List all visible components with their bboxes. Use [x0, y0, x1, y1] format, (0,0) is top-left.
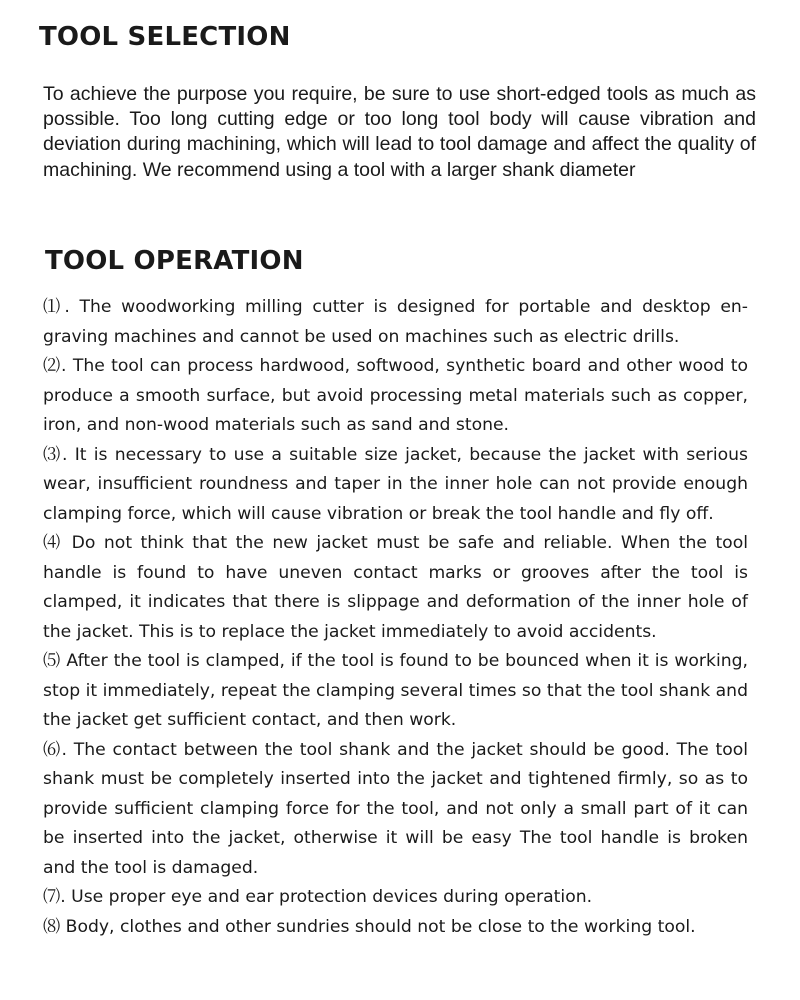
operation-item-7: ⑺. Use proper eye and ear protection devices during operation. [43, 887, 593, 907]
operation-item-5: ⑸ After the tool is clamped, if the tool is found to be bounced when it is working, stop it immediately, repeat the clamping several times so that the tool shank and the jacket get sufficient contact, and then work. [43, 651, 748, 730]
tool-operation-list [43, 293, 748, 942]
tool-operation-title: TOOL OPERATION [45, 246, 304, 276]
operation-item-3: ⑶. It is necessary to use a suitable size jacket, because the jacket with serious wear, insufficient roundness and taper in the inner hole can not provide enough clamping force, which will cause vibration or break the tool handle and fly off. [43, 444, 748, 524]
tool-selection-paragraph: To achieve the purpose you require, be sure to use short-edged tools as much as possible. Too long cutting edge or too long tool body will cause vibration and deviation during machining, which will lead to tool damage and affect the quality of machining. We recommend using a tool with a larger shank diameter [43, 83, 756, 181]
operation-item-8: ⑻ Body, clothes and other sundries should not be close to the working tool. [43, 916, 696, 937]
operation-item-1: ⑴. The woodworking milling cutter is designed for portable and desktop engraving machines and cannot be used on machines such as electric drills. [43, 297, 748, 347]
tool-selection-title: TOOL SELECTION [39, 22, 291, 52]
operation-item-6: ⑹. The contact between the tool shank and the jacket should be good. The tool shank must be completely inserted into the jacket and tightened firmly, so as to provide sufficient clamping force for the tool, and not only a small part of it can be inserted into the jacket, otherwise it will be easy The tool handle is broken and the tool is damaged. [43, 739, 748, 878]
operation-item-2: ⑵. The tool can process hardwood, softwood, synthetic board and other wood to produce a smooth surface, but avoid processing metal materials such as copper, iron, and non-wood materials such as sand and stone. [43, 356, 748, 435]
operation-item-4: ⑷ Do not think that the new jacket must be safe and reliable. When the tool handle is found to have uneven contact marks or grooves after the tool is clamped, it indicates that there is slippage and deformation of the inner hole of the jacket. This is to replace the jacket immediately to avoid accidents. [43, 533, 748, 642]
